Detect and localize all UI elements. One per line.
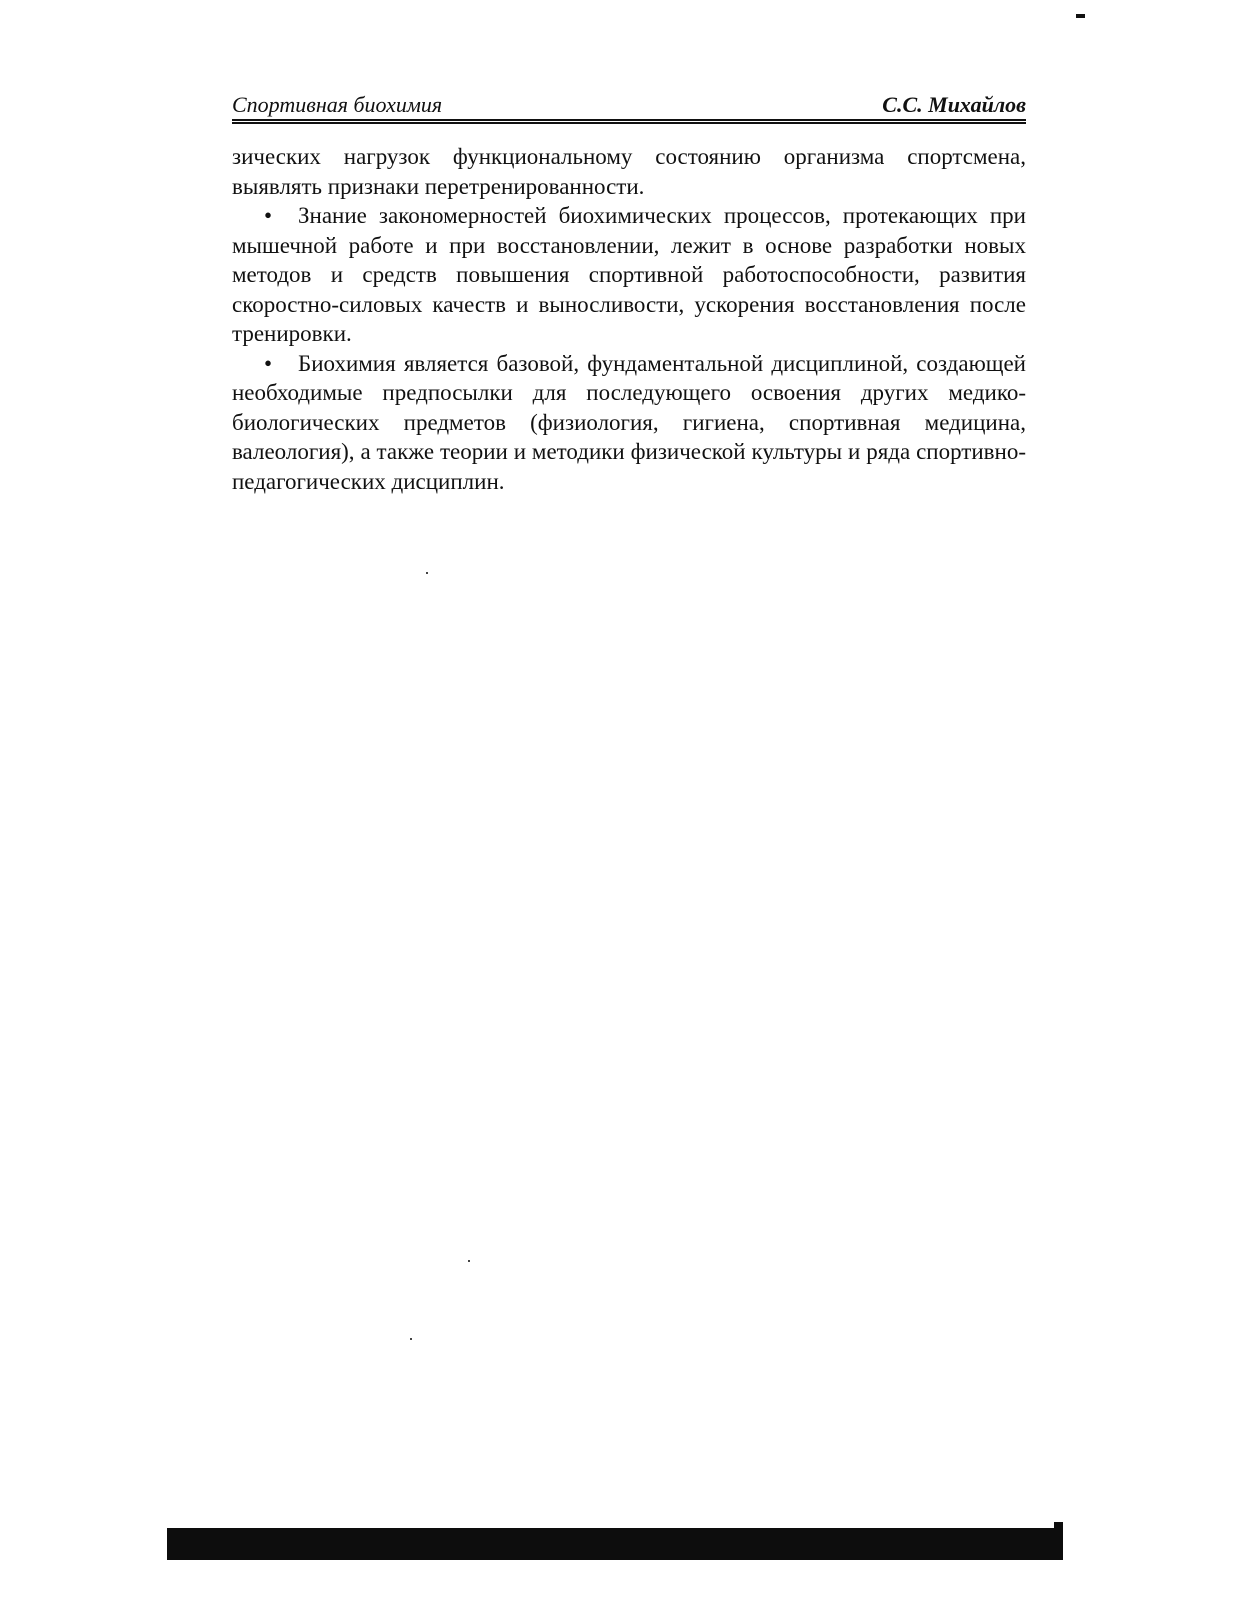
header-rule-bottom [232,122,1026,124]
scan-edge-bar [167,1528,1063,1560]
paragraph-continuation: зических нагрузок функциональному состоянию организма спортсмена, выявлять признаки перетренированности. [232,144,1026,199]
scan-speck [426,572,428,574]
bullet-item-1-text: Знание закономерностей биохимических процессов, протекающих при мышечной работе и при восстановлении, лежит в основе разработки новых методов и средств повышения спортивной работоспособности, развития скоростно-силовых качеств и выносливости, ускорения восстановления после тренировки. [232,203,1026,346]
scan-speck [468,1260,470,1262]
header-book-title: Спортивная биохимия [232,92,443,117]
body-text [232,142,1026,496]
bullet-item-2-text: Биохимия является базовой, фундаментальной дисциплиной, создающей необходимые предпосылки для последующего освоения других медико-биологических предметов (физиология, гигиена, спортивная медицина, валеология), а также теории и методики физической культуры и ряда спортивно-педагогических дисциплин. [232,350,1026,494]
scan-speck [410,1338,412,1340]
bullet-item-1 [232,201,1026,349]
running-header [232,90,1026,124]
header-rule-top [232,119,1026,121]
header-author: С.С. Михайлов [882,92,1026,117]
scan-artifact-mark [1076,14,1085,18]
bullet-icon: • [264,350,273,376]
bullet-item-2 [232,349,1026,497]
bullet-icon: • [264,203,273,228]
